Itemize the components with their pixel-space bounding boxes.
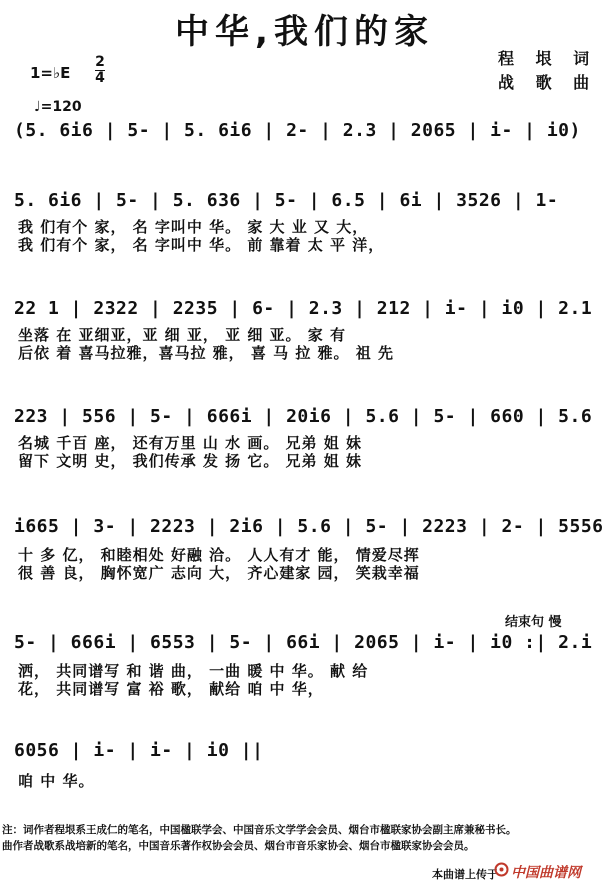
ending-phrase-mark: 结束句 慢	[505, 615, 562, 630]
brand-link[interactable]: 中国曲谱网	[511, 865, 581, 881]
lyric-line: 洒， 共同谱写 和 谐 曲， 一曲 暖 中 华。 献 给	[18, 662, 369, 680]
brand-logo-icon	[494, 862, 509, 877]
notation-line: i665 | 3- | 2223 | 2i6 | 5.6 | 5- | 2223 | 2- | 5556	[14, 516, 604, 537]
lyric-line: 留下 文明 史， 我们传承 发 扬 它。 兄弟 姐 妹	[18, 452, 363, 470]
source-label: 本曲谱上传于	[432, 868, 498, 881]
lyric-line: 咱 中 华。	[18, 772, 95, 790]
composer-credit: 战 歌 曲	[498, 73, 598, 92]
notation-line: 6056 | i- | i- | i0 ||	[14, 740, 264, 761]
tempo-mark: ♩=120	[34, 99, 82, 115]
footnote-lyricist: 注：词作者程垠系王成仁的笔名，中国楹联学会、中国音乐文学学会会员、烟台市楹联家协会副主席兼秘书长。	[2, 824, 517, 836]
lyric-line: 名城 千百 座， 还有万里 山 水 画。 兄弟 姐 妹	[18, 434, 363, 452]
time-top: 2	[95, 54, 105, 70]
lyric-line: 十 多 亿， 和睦相处 好融 洽。 人人有才 能， 情爱尽挥	[18, 546, 420, 564]
lyric-line: 后依 着 喜马拉雅，喜马拉 雅， 喜 马 拉 雅。 祖 先	[18, 344, 395, 362]
lyric-line: 花， 共同谱写 富 裕 歌， 献给 咱 中 华，	[18, 680, 324, 698]
time-bottom: 4	[95, 70, 105, 86]
key-signature: 1=♭E	[30, 64, 71, 82]
notation-line: 223 | 556 | 5- | 666i | 20i6 | 5.6 | 5- | 660 | 5.6	[14, 406, 593, 427]
lyric-line: 坐落 在 亚细亚，亚 细 亚， 亚 细 亚。 家 有	[18, 326, 347, 344]
footnote-composer: 曲作者战歌系战培新的笔名，中国音乐著作权协会会员、烟台市音乐家协会、烟台市楹联家协会会员。	[2, 840, 475, 852]
song-title: 中华,我们的家	[175, 12, 434, 52]
lyricist-credit: 程 垠 词	[498, 49, 598, 68]
notation-line: 5. 6i6 | 5- | 5. 636 | 5- | 6.5 | 6i | 3526 | 1-	[14, 190, 559, 211]
notation-line: 5- | 666i | 6553 | 5- | 66i | 2065 | i- | i0 :| 2.i	[14, 632, 593, 653]
lyric-line: 我 们有个 家， 名 字叫中 华。 家 大 业 又 大，	[18, 218, 369, 236]
notation-line: 22 1 | 2322 | 2235 | 6- | 2.3 | 212 | i- | i0 | 2.1	[14, 298, 593, 319]
notation-line: (5. 6i6 | 5- | 5. 6i6 | 2- | 2.3 | 2065 | i- | i0)	[14, 120, 581, 141]
lyric-line: 我 们有个 家， 名 字叫中 华。 前 靠着 太 平 洋，	[18, 236, 385, 254]
lyric-line: 很 善 良， 胸怀宽广 志向 大， 齐心建家 园， 笑栽幸福	[18, 564, 420, 582]
time-signature	[95, 56, 105, 85]
